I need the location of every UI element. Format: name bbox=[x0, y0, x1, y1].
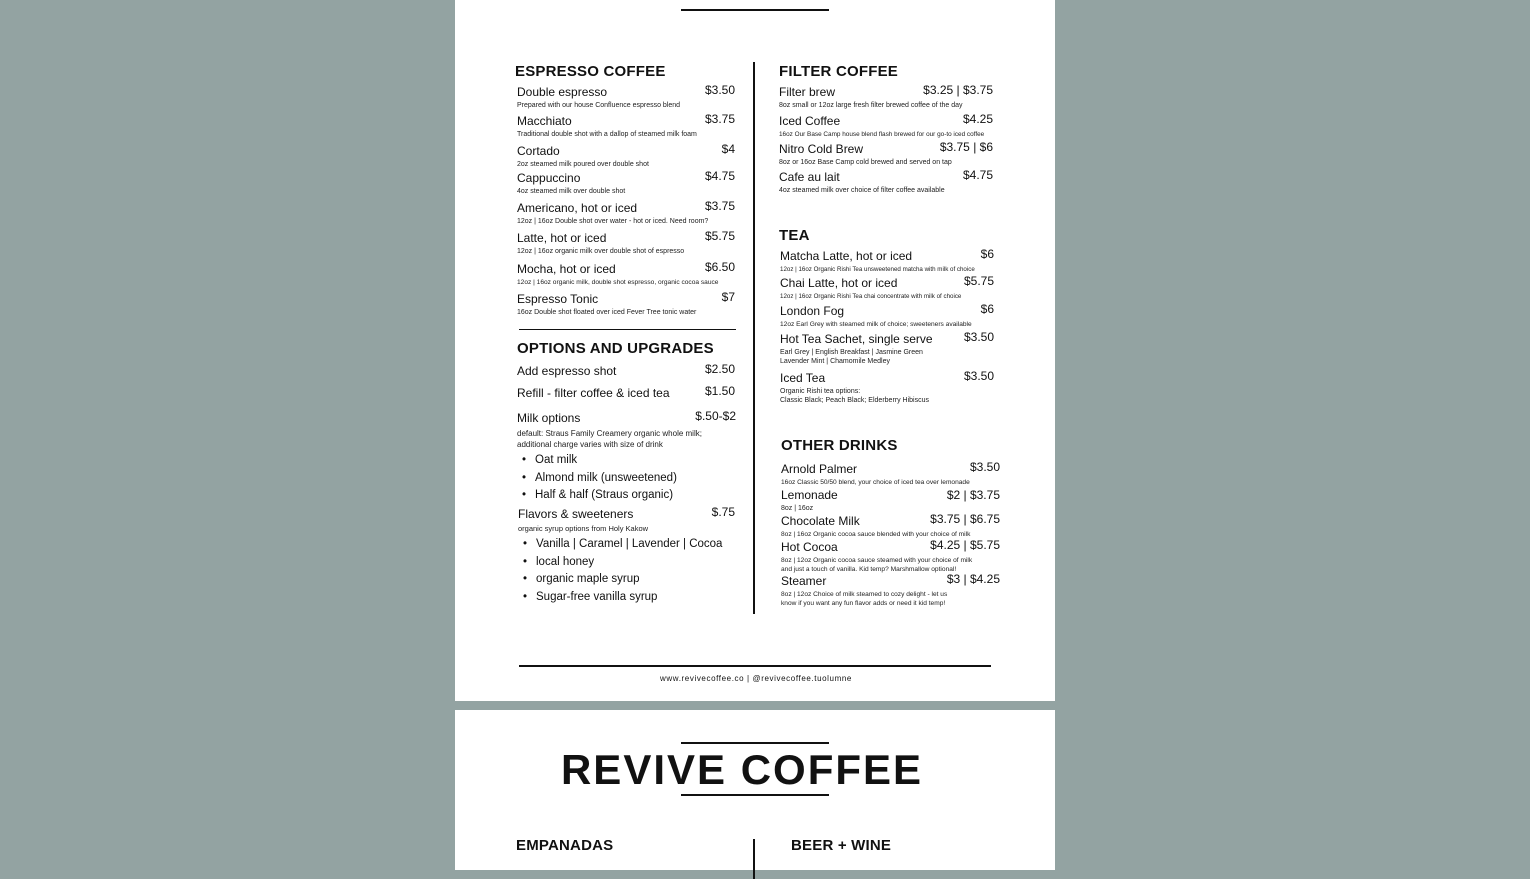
item-description: 4oz steamed milk over choice of filter coffee available bbox=[779, 187, 945, 194]
item-description: know if you want any fun flavor adds or need it kid temp! bbox=[781, 600, 946, 607]
item-description: 12oz | 16oz organic milk, double shot espresso, organic cocoa sauce bbox=[517, 279, 719, 286]
item-price: $2 | $3.75 bbox=[946, 488, 1000, 502]
item-price: $6.50 bbox=[704, 260, 735, 274]
item-name: Lemonade bbox=[781, 488, 838, 502]
item-price: $7 bbox=[721, 290, 735, 304]
brand-top-rule bbox=[681, 742, 829, 744]
menu-page-food bbox=[455, 710, 1055, 870]
flavor-list bbox=[518, 536, 739, 606]
item-name: Steamer bbox=[781, 574, 827, 588]
menu-item bbox=[781, 460, 1000, 487]
item-name: Cafe au lait bbox=[779, 170, 840, 184]
brand-bottom-rule bbox=[681, 794, 829, 796]
menu-item bbox=[780, 302, 994, 329]
menu-page-drinks bbox=[455, 0, 1055, 701]
menu-item bbox=[780, 330, 994, 366]
option-name: Refill - filter coffee & iced tea bbox=[517, 386, 670, 400]
item-name: Macchiato bbox=[517, 114, 572, 128]
item-price: $6 bbox=[980, 302, 994, 316]
item-name: Latte, hot or iced bbox=[517, 231, 607, 245]
item-description: default: Straus Family Creamery organic whole milk; bbox=[517, 429, 702, 438]
item-name: Matcha Latte, hot or iced bbox=[780, 249, 913, 263]
option-row bbox=[517, 362, 735, 380]
item-price: $3.50 bbox=[963, 330, 994, 344]
item-name: Mocha, hot or iced bbox=[517, 262, 616, 276]
beer-wine-heading: BEER + WINE bbox=[791, 837, 892, 854]
item-price: $3.50 bbox=[704, 83, 735, 97]
menu-item bbox=[517, 260, 737, 287]
item-description: 2oz steamed milk poured over double shot bbox=[517, 161, 649, 168]
item-price: $4.25 bbox=[962, 112, 993, 126]
item-price: $6 bbox=[980, 247, 994, 261]
menu-item bbox=[781, 538, 1000, 574]
menu-item bbox=[517, 83, 735, 110]
item-description: 8oz | 16oz bbox=[781, 505, 814, 512]
section-divider bbox=[519, 329, 736, 330]
item-price: $4.75 bbox=[704, 169, 735, 183]
item-name: Hot Tea Sachet, single serve bbox=[780, 332, 933, 346]
option-price: $.50-$2 bbox=[695, 409, 736, 423]
item-description: Earl Grey | English Breakfast | Jasmine Green bbox=[780, 349, 923, 356]
item-description: and just a touch of vanilla. Kid temp? Marshmallow optional! bbox=[781, 566, 957, 573]
option-name: Flavors & sweeteners bbox=[518, 507, 634, 521]
other-drinks-heading: OTHER DRINKS bbox=[781, 437, 898, 454]
item-description: 16oz Double shot floated over iced Fever Tree tonic water bbox=[517, 309, 697, 316]
menu-item bbox=[517, 142, 735, 169]
option-price: $.75 bbox=[711, 505, 735, 519]
item-description: 8oz or 16oz Base Camp cold brewed and served on tap bbox=[779, 159, 952, 166]
item-price: $5.75 bbox=[963, 274, 994, 288]
menu-item bbox=[517, 199, 735, 226]
item-price: $5.75 bbox=[704, 229, 735, 243]
item-price: $3.75 bbox=[704, 199, 735, 213]
item-description: 12oz | 16oz organic milk over double shot of espresso bbox=[517, 248, 685, 255]
item-description: 12oz Earl Grey with steamed milk of choice; sweeteners available bbox=[780, 321, 972, 328]
item-price: $3.75 | $6.75 bbox=[930, 512, 1000, 526]
item-name: Cortado bbox=[517, 144, 560, 158]
item-description: 8oz | 12oz Choice of milk steamed to cozy delight - let us bbox=[781, 591, 948, 598]
list-item: • Vanilla | Caramel | Lavender | Cocoa bbox=[536, 536, 739, 554]
item-description: 12oz | 16oz Organic Rishi Tea unsweetened matcha with milk of choice bbox=[780, 266, 975, 273]
list-item: • local honey bbox=[536, 554, 739, 572]
item-name: Chai Latte, hot or iced bbox=[780, 276, 898, 290]
tea-heading: TEA bbox=[779, 227, 810, 244]
item-name: Double espresso bbox=[517, 85, 608, 99]
menu-item bbox=[781, 512, 1000, 539]
menu-item bbox=[779, 83, 993, 110]
menu-item bbox=[781, 572, 1000, 608]
item-description: additional charge varies with size of drink bbox=[517, 440, 663, 449]
item-name: London Fog bbox=[780, 304, 845, 318]
menu-item bbox=[780, 369, 994, 405]
flavor-options bbox=[518, 505, 739, 606]
list-item: • Oat milk bbox=[535, 452, 736, 470]
item-price: $3 | $4.25 bbox=[946, 572, 1000, 586]
menu-item bbox=[779, 112, 993, 139]
list-item: • Sugar-free vanilla syrup bbox=[536, 589, 739, 607]
item-price: $4.25 | $5.75 bbox=[930, 538, 1000, 552]
menu-item bbox=[517, 112, 735, 139]
column-divider bbox=[753, 839, 755, 879]
item-description: 8oz | 16oz Organic cocoa sauce blended with your choice of milk bbox=[781, 531, 971, 538]
item-description: Lavender Mint | Chamomile Medley bbox=[780, 358, 890, 365]
item-name: Espresso Tonic bbox=[517, 292, 599, 306]
option-price: $2.50 bbox=[704, 362, 735, 376]
menu-item bbox=[779, 140, 993, 167]
milk-list bbox=[517, 452, 736, 505]
item-price: $3.25 | $3.75 bbox=[923, 83, 993, 97]
item-name: Cappuccino bbox=[517, 171, 581, 185]
column-divider bbox=[753, 62, 755, 614]
item-name: Arnold Palmer bbox=[781, 462, 858, 476]
item-description: Prepared with our house Confluence espresso blend bbox=[517, 102, 681, 109]
item-name: Iced Tea bbox=[780, 371, 826, 385]
item-price: $3.50 bbox=[963, 369, 994, 383]
item-description: 16oz Our Base Camp house blend flash brewed for our go-to iced coffee bbox=[779, 131, 985, 138]
menu-item bbox=[780, 247, 994, 274]
menu-item bbox=[780, 274, 994, 301]
menu-item bbox=[517, 229, 735, 256]
item-name: Filter brew bbox=[779, 85, 836, 99]
menu-item bbox=[781, 486, 1000, 513]
item-description: organic syrup options from Holy Kakow bbox=[518, 524, 649, 533]
option-price: $1.50 bbox=[704, 384, 735, 398]
empanadas-heading: EMPANADAS bbox=[516, 837, 614, 854]
option-name: Milk options bbox=[517, 411, 581, 425]
top-divider bbox=[681, 9, 829, 11]
item-description: Organic Rishi tea options: bbox=[780, 388, 861, 395]
item-description: Classic Black; Peach Black; Elderberry Hibiscus bbox=[780, 397, 929, 404]
brand-title: REVIVE COFFEE bbox=[560, 746, 924, 793]
milk-options bbox=[517, 409, 736, 505]
item-name: Americano, hot or iced bbox=[517, 201, 638, 215]
item-name: Nitro Cold Brew bbox=[779, 142, 864, 156]
item-price: $3.50 bbox=[969, 460, 1000, 474]
list-item: • Half & half (Straus organic) bbox=[535, 487, 736, 505]
item-description: 12oz | 16oz Double shot over water - hot or iced. Need room? bbox=[517, 218, 709, 225]
item-name: Iced Coffee bbox=[779, 114, 841, 128]
item-price: $4 bbox=[721, 142, 735, 156]
menu-item bbox=[779, 168, 993, 195]
item-description: 8oz small or 12oz large fresh filter brewed coffee of the day bbox=[779, 102, 963, 109]
list-item: • Almond milk (unsweetened) bbox=[535, 470, 736, 488]
espresso-heading: ESPRESSO COFFEE bbox=[515, 63, 666, 80]
list-item: • organic maple syrup bbox=[536, 571, 739, 589]
item-price: $3.75 bbox=[704, 112, 735, 126]
options-heading: OPTIONS AND UPGRADES bbox=[517, 340, 714, 357]
item-description: 8oz | 12oz Organic cocoa sauce steamed with your choice of milk bbox=[781, 557, 973, 564]
filter-heading: FILTER COFFEE bbox=[779, 63, 898, 80]
option-row bbox=[517, 384, 735, 402]
footer-divider bbox=[519, 665, 991, 667]
item-description: 12oz | 16oz Organic Rishi Tea chai concentrate with milk of choice bbox=[780, 293, 962, 300]
item-name: Chocolate Milk bbox=[781, 514, 860, 528]
item-description: 4oz steamed milk over double shot bbox=[517, 188, 626, 195]
menu-item bbox=[517, 290, 735, 317]
item-price: $3.75 | $6 bbox=[939, 140, 993, 154]
item-description: Traditional double shot with a dallop of steamed milk foam bbox=[517, 131, 697, 138]
item-description: 16oz Classic 50/50 blend, your choice of iced tea over lemonade bbox=[781, 479, 970, 486]
footer-contact: www.revivecoffee.co | @revivecoffee.tuolumne bbox=[660, 674, 852, 683]
item-price: $4.75 bbox=[962, 168, 993, 182]
option-name: Add espresso shot bbox=[517, 364, 617, 378]
menu-item bbox=[517, 169, 735, 196]
item-name: Hot Cocoa bbox=[781, 540, 838, 554]
